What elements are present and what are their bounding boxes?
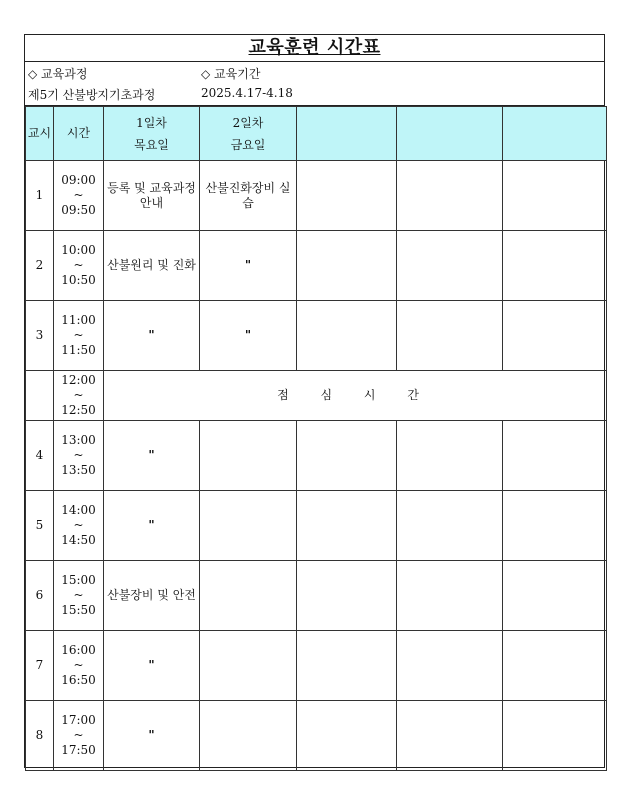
empty-cell — [503, 231, 607, 301]
day2-cell — [200, 421, 297, 491]
period-cell: 8 — [26, 701, 54, 771]
day1-cell: 등록 및 교육과정 안내 — [104, 161, 200, 231]
time-end: 10:50 — [61, 273, 96, 287]
time-cell — [54, 371, 104, 421]
table-row — [26, 421, 607, 491]
header-day2 — [200, 107, 297, 161]
time-cell — [54, 701, 104, 771]
time-cell — [54, 631, 104, 701]
empty-cell — [397, 491, 503, 561]
empty-cell — [503, 561, 607, 631]
time-cell — [54, 231, 104, 301]
header-row — [26, 107, 607, 161]
empty-cell — [503, 421, 607, 491]
empty-cell — [503, 631, 607, 701]
day2-name: 2일차 — [232, 115, 264, 130]
time-start: 13:00 — [61, 433, 96, 447]
period-value: 2025.4.17-4.18 — [201, 86, 293, 100]
day2-cell — [200, 491, 297, 561]
period-cell: 4 — [26, 421, 54, 491]
header-period: 교시 — [26, 107, 54, 161]
table-row — [26, 561, 607, 631]
day2-cell: " — [200, 301, 297, 371]
day1-cell: " — [104, 301, 200, 371]
timetable-sheet — [24, 34, 605, 768]
course-value: 제5기 산불방지기초과정 — [28, 88, 156, 102]
time-tilde: ~ — [73, 258, 84, 272]
empty-cell — [397, 561, 503, 631]
period-cell: 6 — [26, 561, 54, 631]
empty-cell — [503, 161, 607, 231]
time-cell — [54, 491, 104, 561]
header-extra-2 — [397, 107, 503, 161]
day2-cell — [200, 701, 297, 771]
day1-cell: " — [104, 491, 200, 561]
day2-cell — [200, 561, 297, 631]
lunch-row — [26, 371, 607, 421]
empty-cell — [397, 701, 503, 771]
table-row — [26, 161, 607, 231]
time-end: 14:50 — [61, 533, 96, 547]
table-row — [26, 231, 607, 301]
empty-cell — [397, 631, 503, 701]
header-extra-3 — [503, 107, 607, 161]
time-tilde: ~ — [73, 728, 84, 742]
time-end: 16:50 — [61, 673, 96, 687]
day1-cell: " — [104, 701, 200, 771]
time-tilde: ~ — [73, 588, 84, 602]
period-cell: 7 — [26, 631, 54, 701]
day1-cell: " — [104, 421, 200, 491]
empty-cell — [397, 161, 503, 231]
empty-cell — [397, 231, 503, 301]
time-cell — [54, 561, 104, 631]
period-cell: 1 — [26, 161, 54, 231]
empty-cell — [503, 701, 607, 771]
empty-cell — [297, 561, 397, 631]
page-title: 교육훈련 시간표 — [248, 37, 381, 58]
time-start: 16:00 — [61, 643, 96, 657]
day1-cell: " — [104, 631, 200, 701]
empty-cell — [297, 301, 397, 371]
time-start: 12:00 — [61, 373, 96, 387]
time-end: 11:50 — [61, 343, 96, 357]
empty-cell — [503, 301, 607, 371]
table-row — [26, 301, 607, 371]
day2-cell: 산불진화장비 실습 — [200, 161, 297, 231]
time-end: 17:50 — [61, 743, 96, 757]
day1-cell: 산불원리 및 진화 — [104, 231, 200, 301]
period-label: ◇ 교육기간 — [201, 67, 261, 81]
time-end: 12:50 — [61, 403, 96, 417]
time-start: 15:00 — [61, 573, 96, 587]
course-label: ◇ 교육과정 — [28, 67, 88, 81]
period-cell: 2 — [26, 231, 54, 301]
period-cell: 3 — [26, 301, 54, 371]
time-start: 09:00 — [61, 173, 96, 187]
empty-cell — [297, 631, 397, 701]
empty-cell — [297, 491, 397, 561]
header-day1 — [104, 107, 200, 161]
table-row — [26, 491, 607, 561]
time-start: 10:00 — [61, 243, 96, 257]
header-time: 시간 — [54, 107, 104, 161]
period-cell: 5 — [26, 491, 54, 561]
empty-cell — [397, 421, 503, 491]
empty-cell — [297, 231, 397, 301]
time-cell — [54, 421, 104, 491]
empty-cell — [503, 491, 607, 561]
time-start: 17:00 — [61, 713, 96, 727]
day1-name: 1일차 — [136, 115, 167, 130]
period-cell — [26, 371, 54, 421]
empty-cell — [297, 161, 397, 231]
day2-cell — [200, 631, 297, 701]
time-end: 09:50 — [61, 203, 96, 217]
schedule-table — [25, 106, 607, 771]
header-extra-1 — [297, 107, 397, 161]
time-start: 14:00 — [61, 503, 96, 517]
time-end: 13:50 — [61, 463, 96, 477]
empty-cell — [397, 301, 503, 371]
time-tilde: ~ — [73, 518, 84, 532]
time-tilde: ~ — [73, 328, 84, 342]
time-cell — [54, 301, 104, 371]
day1-cell: 산불장비 및 안전 — [104, 561, 200, 631]
time-end: 15:50 — [61, 603, 96, 617]
day2-cell: " — [200, 231, 297, 301]
title-row — [25, 35, 604, 62]
time-tilde: ~ — [73, 658, 84, 672]
time-tilde: ~ — [73, 388, 84, 402]
table-row — [26, 701, 607, 771]
time-start: 11:00 — [61, 313, 96, 327]
empty-cell — [297, 421, 397, 491]
time-tilde: ~ — [73, 448, 84, 462]
time-tilde: ~ — [73, 188, 84, 202]
day1-weekday: 목요일 — [134, 137, 169, 152]
time-cell — [54, 161, 104, 231]
day2-weekday: 금요일 — [230, 137, 266, 152]
empty-cell — [297, 701, 397, 771]
table-row — [26, 631, 607, 701]
lunch-cell: 점 심 시 간 — [104, 371, 607, 421]
